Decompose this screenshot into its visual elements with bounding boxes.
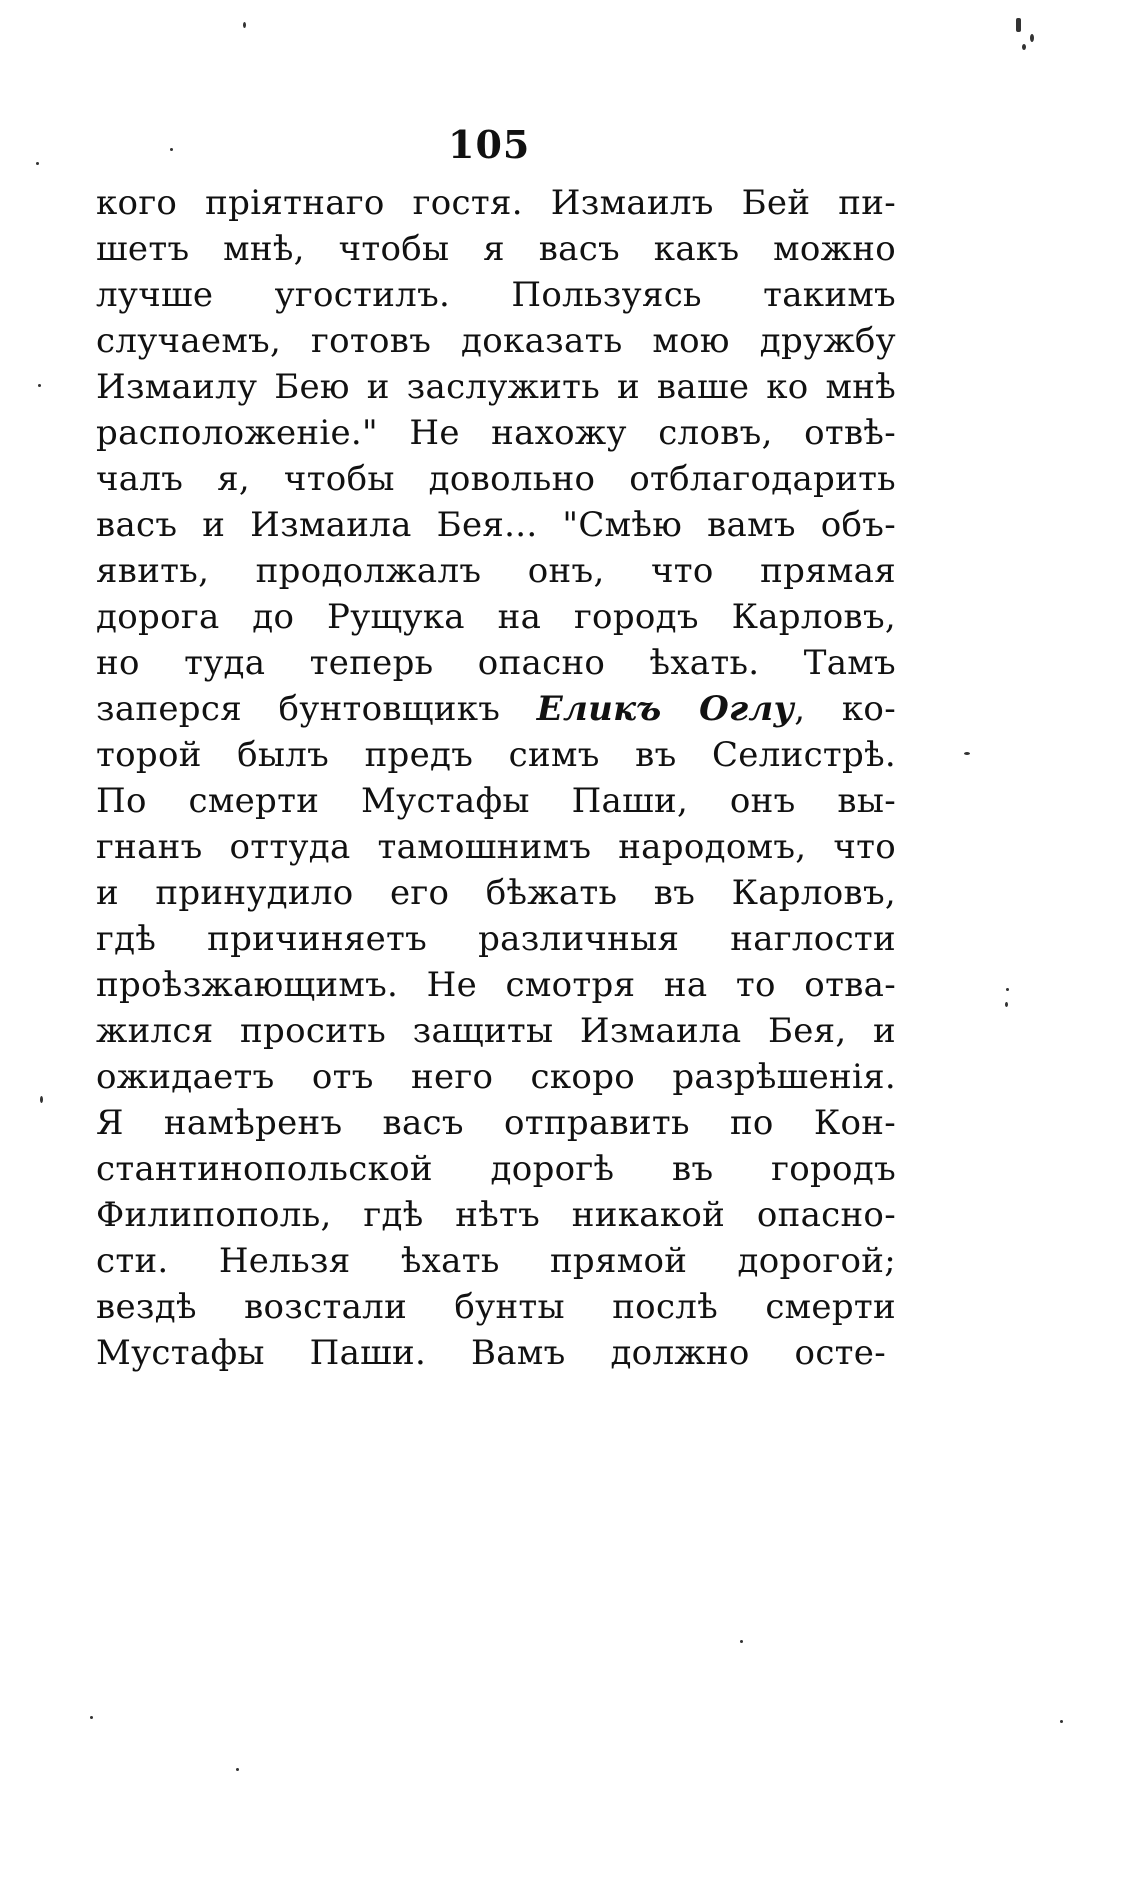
dust-speck xyxy=(36,162,39,165)
text-line-with-name xyxy=(96,684,896,734)
text-line: стантинопольской дорогѣ въ городъ xyxy=(96,1149,896,1189)
text-line: Измаилу Бею и заслужить и ваше ко мнѣ xyxy=(96,367,896,407)
italic-name: Еликъ Оглу xyxy=(536,689,795,729)
text-line: проѣзжающимъ. Не смотря на то отва- xyxy=(96,965,896,1005)
text-line: Мустафы Паши. Вамъ должно осте- xyxy=(96,1333,886,1373)
text-line: жился просить защиты Измаила Бея, и xyxy=(96,1011,896,1051)
text-line: лучше угостилъ. Пользуясь такимъ xyxy=(96,275,896,315)
dust-speck xyxy=(1022,44,1026,50)
text-line: чалъ я, чтобы довольно отблагодарить xyxy=(96,459,896,499)
dust-speck xyxy=(38,384,41,387)
dust-speck xyxy=(243,22,246,28)
text-line: гдѣ причиняетъ различныя наглости xyxy=(96,919,896,959)
text-line: и принудило его бѣжать въ Карловъ, xyxy=(96,873,896,913)
dust-speck xyxy=(236,1768,239,1771)
text-line: васъ и Измаила Бея... "Смѣю вамъ объ- xyxy=(96,505,896,545)
dust-speck xyxy=(90,1716,93,1719)
body-text xyxy=(96,178,896,1638)
dust-speck xyxy=(40,1096,43,1103)
text-line: дорога до Рущука на городъ Карловъ, xyxy=(96,597,896,637)
page-number: 105 xyxy=(448,122,531,167)
dust-speck xyxy=(1030,34,1034,42)
text-line: ожидаетъ отъ него скоро разрѣшенія. xyxy=(96,1057,896,1097)
text-line: кого пріятнаго гостя. Измаилъ Бей пи- xyxy=(96,183,896,223)
text-segment: заперся бунтовщикъ xyxy=(96,689,537,729)
text-line: Я намѣренъ васъ отправить по Кон- xyxy=(96,1103,896,1143)
dust-speck xyxy=(964,752,970,755)
dust-speck xyxy=(1016,18,1021,32)
text-line: случаемъ, готовъ доказать мою дружбу xyxy=(96,321,896,361)
text-line: но туда теперь опасно ѣхать. Тамъ xyxy=(96,643,896,683)
dust-speck xyxy=(1060,1720,1063,1723)
dust-speck xyxy=(1005,1002,1008,1007)
text-line: Филипополь, гдѣ нѣтъ никакой опасно- xyxy=(96,1195,896,1235)
text-line: сти. Нельзя ѣхать прямой дорогой; xyxy=(96,1241,896,1281)
text-line: гнанъ оттуда тамошнимъ народомъ, что xyxy=(96,827,896,867)
dust-speck xyxy=(170,148,173,151)
text-line: торой былъ предъ симъ въ Селистрѣ. xyxy=(96,735,896,775)
dust-speck xyxy=(740,1640,743,1643)
text-line: расположеніе." Не нахожу словъ, отвѣ- xyxy=(96,413,896,453)
text-line: вездѣ возстали бунты послѣ смерти xyxy=(96,1287,896,1327)
text-line: шетъ мнѣ, чтобы я васъ какъ можно xyxy=(96,229,896,269)
text-segment: , ко- xyxy=(794,689,896,729)
text-line: явить, продолжалъ онъ, что прямая xyxy=(96,551,896,591)
text-line: По смерти Мустафы Паши, онъ вы- xyxy=(96,781,896,821)
dust-speck xyxy=(1006,988,1009,991)
